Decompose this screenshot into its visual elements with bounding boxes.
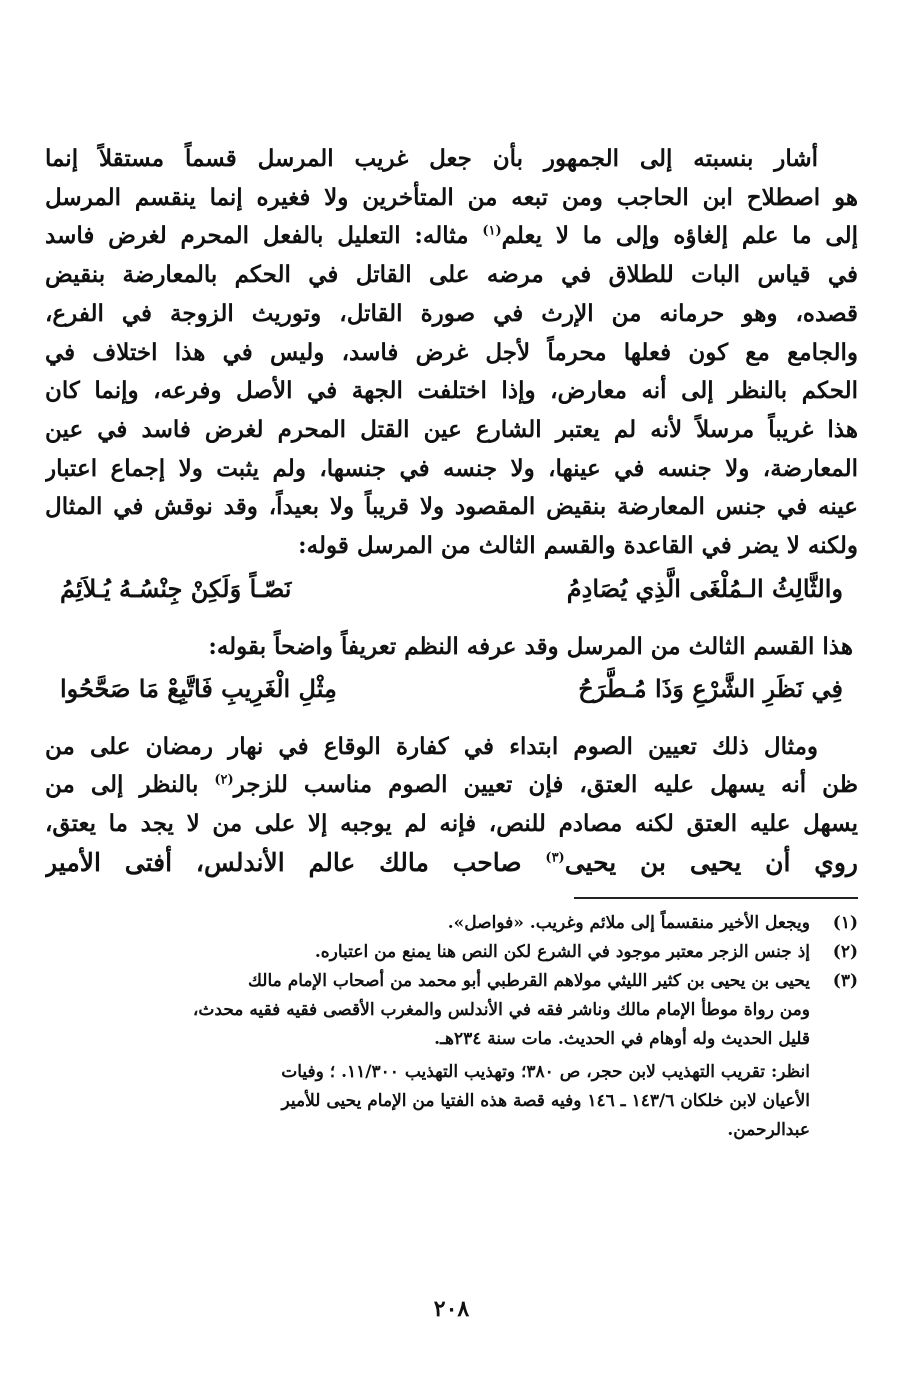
footnote-spacer: [810, 1058, 858, 1145]
footnote-body: [45, 938, 810, 967]
text-fragment: بالنظر إلى من: [45, 771, 215, 799]
text-fragment: صاحب مالك عالم الأندلس، أفتى الأمير: [45, 847, 546, 877]
text-line: الحكم بالنظر إلى أنه معارض، وإذا اختلفت الجهة في الأصل وفرعه، وإنما كان: [45, 377, 858, 405]
footnote-number: (٢): [832, 941, 858, 962]
text-line: قصده، وهو حرمانه من الإرث في صورة القاتل، وتوريث الزوجة في الفرع،: [45, 299, 858, 327]
page-number: ٢٠٨: [433, 1296, 470, 1322]
text-line: [45, 217, 858, 256]
text-line: عينه في جنس المعارضة بنقيض المقصود ولا قريباً ولا بعيداً، وقد نوقش في المثال: [45, 493, 858, 521]
text-line: في قياس البات للطلاق في مرضه على القاتل في الحكم بالمعارضة بنقيض: [45, 261, 858, 289]
text-line: يسهل عليه العتق لكنه مصادم للنص، فإنه لم يوجبه إلا على من لا يجد ما يعتق،: [45, 810, 858, 838]
footnote-reference-body: [45, 1058, 810, 1145]
text-line: هذا غريباً مرسلاً لأنه لم يعتبر الشارع عين القتل المحرم لغرض فاسد في عين: [45, 415, 858, 443]
text-fragment: إلى ما علم إلغاؤه وإلى ما لا يعلم: [501, 222, 858, 250]
footnote-marker[interactable]: (٣): [545, 850, 565, 866]
text-line: أشار بنسبته إلى الجمهور بأن جعل غريب المرسل قسماً مستقلاً إنما: [45, 145, 818, 172]
verse-1: [60, 574, 843, 620]
footnote-divider: [574, 897, 858, 899]
footnote-line: يحيى بن يحيى بن كثير الليثي مولاهم القرطبي أبو محمد من أصحاب الإمام مالك: [247, 970, 810, 991]
footnote-number: (٣): [832, 970, 858, 991]
footnote-line: قليل الحديث وله أوهام في الحديث. مات سنة ٢٣٤هـ.: [434, 1028, 810, 1049]
page-content: [45, 140, 858, 1145]
footnote-3: [45, 967, 858, 1054]
footnote-marker[interactable]: (٢): [214, 772, 234, 788]
footnote-line: الأعيان لابن خلكان ١٤٣/٦ ـ ١٤٦ وفيه قصة هذه الفتيا من الإمام يحيى للأمير: [281, 1090, 810, 1111]
verse-first-hemistich: فِي نَظَرِ الشَّرْعِ وَذَا مُـطَّرَحُ: [578, 673, 843, 703]
main-paragraph-1: [45, 140, 858, 566]
footnote-line: ومن رواة موطأ الإمام مالك وناشر فقه في الأندلس والمغرب الأقصى فقيه فقيه محدث،: [192, 999, 810, 1020]
text-line: هو اصطلاح ابن الحاجب ومن تبعه من المتأخرين ولا فغيره إنما ينقسم المرسل: [45, 183, 858, 211]
text-line: والجامع مع كون فعلها محرماً لأجل غرض فاسد، وليس في هذا اختلاف في: [45, 338, 858, 366]
footnote-1: [45, 909, 858, 938]
footnote-body: [45, 967, 810, 1054]
footnote-marker[interactable]: (١): [482, 223, 502, 239]
text-line: ومثال ذلك تعيين الصوم ابتداء في كفارة الوقاع في نهار رمضان على من: [45, 732, 818, 760]
footnote-body: [45, 909, 810, 938]
text-fragment: روي أن يحيى بن يحيى: [564, 847, 858, 877]
text-line: المعارضة، ولا جنسه في عينها، ولا جنسه في جنسها، ولم يثبت ولا إجماع اعتبار: [45, 454, 858, 482]
verse-2: [60, 674, 843, 720]
main-paragraph-2: [45, 728, 858, 883]
text-line: [45, 844, 858, 883]
verse-second-hemistich: نَصّـاً وَلَكِنْ جِنْسُـهُ يُـلاَئِمُ: [60, 573, 292, 603]
footnote-2: [45, 938, 858, 967]
footnotes: [45, 909, 858, 1145]
footnote-line: انظر: تقريب التهذيب لابن حجر، ص ٣٨٠؛ وتهذيب التهذيب ١١/٣٠٠. ؛ وفيات: [281, 1061, 810, 1082]
text-line: ولكنه لا يضر في القاعدة والقسم الثالث من المرسل قوله:: [298, 532, 858, 560]
footnote-line: إذ جنس الزجر معتبر موجود في الشرع لكن النص هنا يمنع من اعتباره.: [314, 941, 810, 962]
footnote-reference: [45, 1058, 858, 1145]
text-fragment: مثاله: التعليل بالفعل المحرم لغرض فاسد: [45, 222, 483, 250]
text-fragment: ظن أنه يسهل عليه العتق، فإن تعيين الصوم مناسب للزجر: [233, 771, 858, 799]
verse-second-hemistich: مِثْلِ الْغَرِيبِ فَاتَّبِعْ مَا صَحَّحُوا: [60, 673, 337, 703]
footnote-number: (١): [832, 912, 858, 933]
footnote-line: ويجعل الأخير منقسماً إلى ملائم وغريب. «فواصل».: [447, 912, 810, 933]
footnote-line: عبدالرحمن.: [727, 1119, 810, 1140]
verse-first-hemistich: والثَّالِثُ الـمُلْغَى الَّذِي يُصَادِمُ: [566, 573, 843, 603]
text-line: [45, 766, 858, 805]
verse-intro: هذا القسم الثالث من المرسل وقد عرفه النظم تعريفاً واضحاً بقوله:: [208, 632, 853, 660]
